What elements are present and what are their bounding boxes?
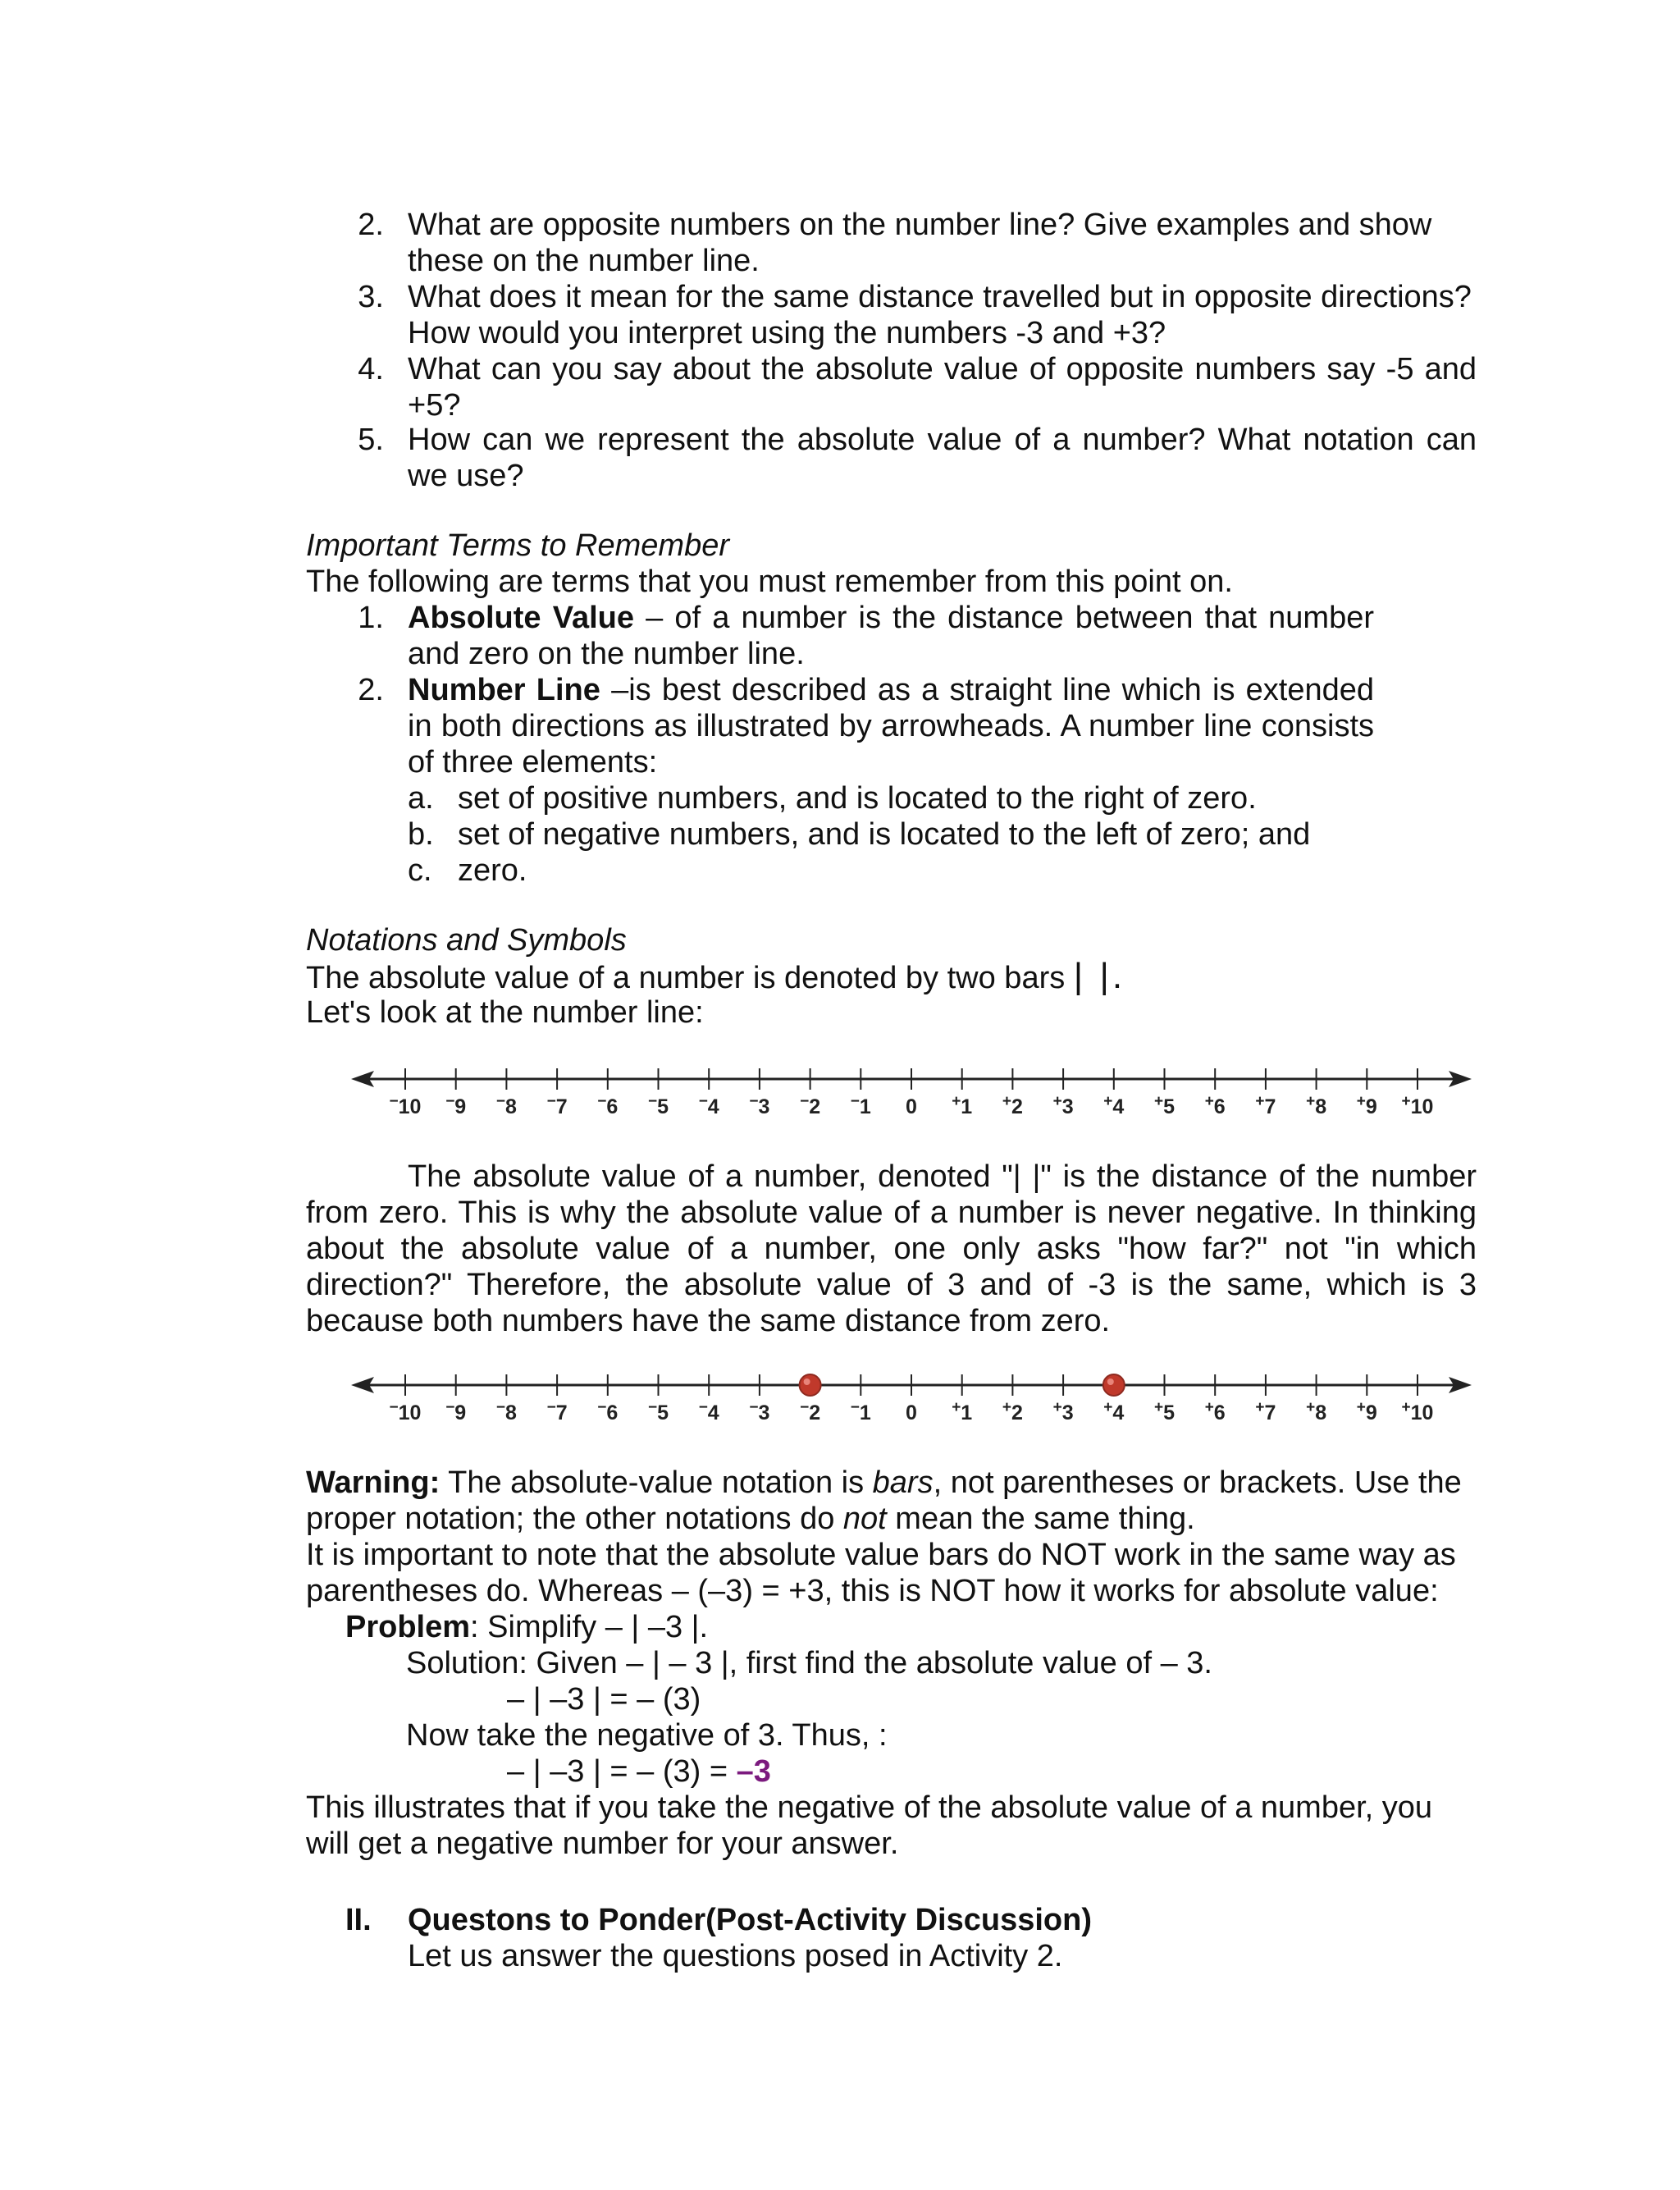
point-highlight [804, 1378, 810, 1385]
tick-label: −5 [647, 1093, 669, 1118]
question-text: What can you say about the absolute value of opposite numbers say -5 and [408, 352, 1477, 386]
warning-label: Warning: [306, 1465, 441, 1500]
tick-label: −7 [546, 1399, 568, 1424]
tick-label: +3 [1052, 1093, 1074, 1118]
question-text: What does it mean for the same distance travelled but in opposite directions? [408, 280, 1472, 314]
subitem-text: set of positive numbers, and is located to the right of zero. [458, 781, 1257, 816]
section-numeral: II. [345, 1903, 372, 1937]
warning-line: parentheses do. Whereas – (–3) = +3, this is NOT how it works for absolute value: [306, 1574, 1439, 1608]
tick-label: −10 [389, 1399, 422, 1424]
question-number: 3. [358, 280, 384, 314]
tick-label: +3 [1052, 1399, 1074, 1424]
tick-label: +5 [1153, 1093, 1176, 1118]
question-text: +5? [408, 388, 461, 423]
term-name: Number Line [408, 673, 600, 707]
section-heading: Questons to Ponder(Post-Activity Discussion) [408, 1903, 1092, 1937]
solution-step: – | –3 | = – (3) [507, 1682, 701, 1717]
tick-label: −8 [495, 1399, 517, 1424]
intro-text: The following are terms that you must remember from this point on. [306, 565, 1233, 599]
subitem-letter: c. [408, 853, 432, 888]
tick-label: +9 [1356, 1093, 1377, 1118]
tick-label: −4 [698, 1399, 719, 1424]
tick-label: −6 [597, 1399, 619, 1424]
question-text: these on the number line. [408, 244, 760, 278]
tick-label: +6 [1204, 1093, 1226, 1118]
tick-label: +6 [1204, 1399, 1226, 1424]
section-text: Let us answer the questions posed in Activity 2. [408, 1939, 1063, 1973]
paragraph-line: direction?" Therefore, the absolute value of 3 and of -3 is the same, which is 3 [306, 1268, 1477, 1302]
number-line-highlighted [345, 1369, 1477, 1434]
term-definition: and zero on the number line. [408, 637, 805, 671]
question-text: How would you interpret using the numbers -3 and +3? [408, 316, 1166, 350]
question-text: How can we represent the absolute value of a number? What notation can [408, 423, 1477, 457]
tick-label: +4 [1103, 1093, 1125, 1118]
tick-label: −6 [597, 1093, 619, 1118]
tick-label: +7 [1255, 1399, 1276, 1424]
tick-label: −1 [850, 1399, 871, 1424]
solution-step: – | –3 | = – (3) = –3 [507, 1754, 771, 1789]
term-number: 2. [358, 673, 384, 707]
tick-label: −5 [647, 1399, 669, 1424]
tick-label: −3 [749, 1093, 770, 1118]
warning-line: Warning: The absolute-value notation is bars, not parentheses or brackets. Use the [306, 1465, 1462, 1500]
term-number: 1. [358, 601, 384, 635]
subitem-letter: a. [408, 781, 434, 816]
tick-label: −9 [445, 1399, 467, 1424]
subitem-letter: b. [408, 817, 434, 852]
tick-label: −10 [389, 1093, 422, 1118]
tick-label: +9 [1356, 1399, 1377, 1424]
section-heading: Notations and Symbols [306, 923, 627, 958]
tick-label: +2 [1002, 1093, 1023, 1118]
tick-label: −8 [495, 1093, 517, 1118]
term-definition: Number Line –is best described as a straight line which is extended [408, 673, 1374, 707]
paragraph-line: about the absolute value of a number, one only asks "how far?" not "in which [306, 1232, 1477, 1266]
tick-label: −7 [546, 1093, 568, 1118]
paragraph-line: because both numbers have the same distance from zero. [306, 1304, 1111, 1338]
tick-label: +10 [1401, 1093, 1434, 1118]
warning-line: proper notation; the other notations do not mean the same thing. [306, 1502, 1195, 1536]
tick-label: +8 [1306, 1399, 1327, 1424]
question-text: we use? [408, 459, 524, 493]
point-highlight [1107, 1378, 1114, 1385]
conclusion-line: will get a negative number for your answer. [306, 1827, 899, 1861]
paragraph-line: The absolute value of a number, denoted "| |" is the distance of the number [408, 1159, 1477, 1194]
notation-text: The absolute value of a number is denoted by two bars | |. [306, 956, 1126, 996]
tick-label: 0 [906, 1401, 917, 1424]
tick-label: −9 [445, 1093, 467, 1118]
term-definition: in both directions as illustrated by arrowheads. A number line consists [408, 709, 1374, 743]
warning-line: It is important to note that the absolute value bars do NOT work in the same way as [306, 1538, 1456, 1572]
solution-line: Now take the negative of 3. Thus, : [406, 1718, 888, 1753]
problem-label: Problem [345, 1610, 471, 1644]
notation-text: Let's look at the number line: [306, 995, 704, 1030]
subitem-text: set of negative numbers, and is located to the left of zero; and [458, 817, 1311, 852]
problem-statement: Problem: Simplify – | –3 |. [345, 1610, 709, 1644]
tick-label: 0 [906, 1095, 917, 1118]
highlighted-point [1103, 1374, 1125, 1396]
term-definition: Absolute Value – of a number is the distance between that number [408, 601, 1375, 635]
tick-label: +5 [1153, 1399, 1176, 1424]
tick-label: −4 [698, 1093, 719, 1118]
tick-label: −2 [800, 1399, 821, 1424]
conclusion-line: This illustrates that if you take the negative of the absolute value of a number, you [306, 1790, 1433, 1825]
question-number: 5. [358, 423, 384, 457]
tick-label: +8 [1306, 1093, 1327, 1118]
tick-label: +10 [1401, 1399, 1434, 1424]
tick-label: +2 [1002, 1399, 1023, 1424]
paragraph-line: from zero. This is why the absolute value of a number is never negative. In thinking [306, 1196, 1477, 1230]
final-answer: –3 [736, 1754, 771, 1789]
subitem-text: zero. [458, 853, 527, 888]
term-definition: of three elements: [408, 745, 658, 780]
number-line [345, 1063, 1477, 1128]
solution-line: Solution: Given – | – 3 |, first find the absolute value of – 3. [406, 1646, 1212, 1680]
tick-label: +4 [1103, 1399, 1125, 1424]
tick-label: −3 [749, 1399, 770, 1424]
term-name: Absolute Value [408, 601, 634, 635]
section-heading: Important Terms to Remember [306, 528, 729, 563]
tick-label: −1 [850, 1093, 871, 1118]
question-number: 2. [358, 208, 384, 242]
tick-label: +1 [952, 1399, 973, 1424]
question-text: What are opposite numbers on the number line? Give examples and show [408, 208, 1432, 242]
tick-label: −2 [800, 1093, 821, 1118]
bars-symbol: | |. [1073, 956, 1126, 996]
question-number: 4. [358, 352, 384, 386]
tick-label: +7 [1255, 1093, 1276, 1118]
highlighted-point [800, 1374, 821, 1396]
tick-label: +1 [952, 1093, 973, 1118]
